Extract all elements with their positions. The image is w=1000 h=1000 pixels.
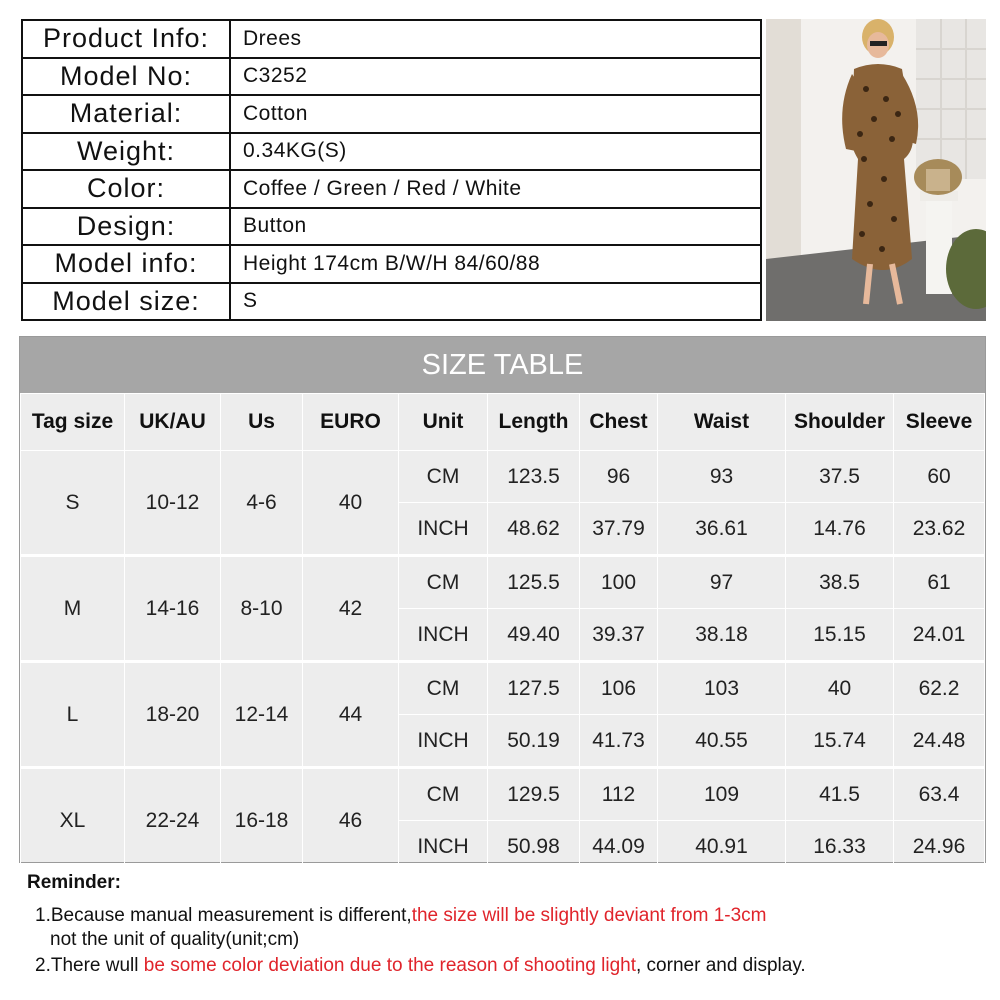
size-cell-us: 16-18 bbox=[221, 768, 303, 874]
size-header-cell: Shoulder bbox=[786, 394, 894, 451]
size-header-cell: Tag size bbox=[21, 394, 125, 451]
size-cell-inch: 14.76 bbox=[786, 503, 894, 556]
info-key: Design: bbox=[22, 208, 230, 246]
info-row bbox=[22, 170, 761, 208]
size-cell-euro: 44 bbox=[303, 662, 399, 768]
size-row-cm bbox=[21, 556, 985, 609]
size-cell-cm: CM bbox=[399, 451, 488, 503]
size-cell-inch: 36.61 bbox=[658, 503, 786, 556]
reminder-section bbox=[27, 872, 987, 978]
size-header-cell: Us bbox=[221, 394, 303, 451]
size-row-cm bbox=[21, 451, 985, 503]
model-photo-illustration bbox=[766, 19, 986, 321]
size-cell-uk: 18-20 bbox=[125, 662, 221, 768]
size-cell-inch: 50.19 bbox=[488, 715, 580, 768]
size-cell-inch: 16.33 bbox=[786, 821, 894, 874]
size-cell-inch: 50.98 bbox=[488, 821, 580, 874]
info-value: Drees bbox=[230, 20, 761, 58]
size-cell-cm: 38.5 bbox=[786, 556, 894, 609]
size-cell-inch: 15.15 bbox=[786, 609, 894, 662]
size-cell-inch: 15.74 bbox=[786, 715, 894, 768]
info-row bbox=[22, 245, 761, 283]
info-row bbox=[22, 208, 761, 246]
size-cell-cm: 37.5 bbox=[786, 451, 894, 503]
size-cell-tag: M bbox=[21, 556, 125, 662]
reminder-line-1-continued: not the unit of quality(unit;cm) bbox=[50, 929, 300, 950]
size-cell-cm: 96 bbox=[580, 451, 658, 503]
size-row-cm bbox=[21, 662, 985, 715]
size-table bbox=[20, 393, 985, 875]
size-cell-inch: 37.79 bbox=[580, 503, 658, 556]
size-cell-cm: 103 bbox=[658, 662, 786, 715]
size-cell-inch: INCH bbox=[399, 609, 488, 662]
size-header-cell: Sleeve bbox=[894, 394, 985, 451]
size-cell-inch: 39.37 bbox=[580, 609, 658, 662]
reminder-line-2-text: 2.There wull bbox=[35, 955, 144, 976]
size-cell-euro: 40 bbox=[303, 451, 399, 556]
size-cell-cm: 97 bbox=[658, 556, 786, 609]
reminder-line-2-highlight: be some color deviation due to the reason of shooting light bbox=[143, 955, 636, 976]
size-cell-uk: 14-16 bbox=[125, 556, 221, 662]
product-info-table bbox=[21, 19, 762, 321]
size-cell-us: 12-14 bbox=[221, 662, 303, 768]
size-cell-inch: INCH bbox=[399, 715, 488, 768]
model-photo bbox=[766, 19, 986, 321]
size-header-cell: Chest bbox=[580, 394, 658, 451]
info-row bbox=[22, 283, 761, 321]
size-cell-inch: 38.18 bbox=[658, 609, 786, 662]
info-key: Product Info: bbox=[22, 20, 230, 58]
size-cell-euro: 42 bbox=[303, 556, 399, 662]
info-value: Height 174cm B/W/H 84/60/88 bbox=[230, 245, 761, 283]
size-cell-cm: 62.2 bbox=[894, 662, 985, 715]
size-header-cell: Waist bbox=[658, 394, 786, 451]
size-cell-tag: L bbox=[21, 662, 125, 768]
size-header-cell: Length bbox=[488, 394, 580, 451]
info-value: C3252 bbox=[230, 58, 761, 96]
reminder-line-2-end: , corner and display. bbox=[636, 955, 806, 976]
info-value: Button bbox=[230, 208, 761, 246]
size-cell-cm: 63.4 bbox=[894, 768, 985, 821]
size-cell-cm: 123.5 bbox=[488, 451, 580, 503]
info-key: Model size: bbox=[22, 283, 230, 321]
size-cell-inch: 24.96 bbox=[894, 821, 985, 874]
info-value: Coffee / Green / Red / White bbox=[230, 170, 761, 208]
size-cell-cm: 109 bbox=[658, 768, 786, 821]
reminder-title: Reminder: bbox=[27, 872, 121, 893]
info-row bbox=[22, 58, 761, 96]
size-cell-cm: 125.5 bbox=[488, 556, 580, 609]
info-row bbox=[22, 20, 761, 58]
info-row bbox=[22, 133, 761, 171]
size-cell-inch: 40.55 bbox=[658, 715, 786, 768]
size-row-cm bbox=[21, 768, 985, 821]
size-cell-cm: 100 bbox=[580, 556, 658, 609]
size-cell-cm: 112 bbox=[580, 768, 658, 821]
size-header-cell: UK/AU bbox=[125, 394, 221, 451]
size-cell-cm: CM bbox=[399, 768, 488, 821]
size-cell-inch: 49.40 bbox=[488, 609, 580, 662]
size-table-title: SIZE TABLE bbox=[20, 337, 985, 393]
size-cell-us: 8-10 bbox=[221, 556, 303, 662]
size-cell-cm: 41.5 bbox=[786, 768, 894, 821]
info-value: 0.34KG(S) bbox=[230, 133, 761, 171]
info-key: Weight: bbox=[22, 133, 230, 171]
size-cell-uk: 22-24 bbox=[125, 768, 221, 874]
size-cell-tag: S bbox=[21, 451, 125, 556]
size-cell-cm: 127.5 bbox=[488, 662, 580, 715]
size-cell-cm: 93 bbox=[658, 451, 786, 503]
size-cell-cm: CM bbox=[399, 556, 488, 609]
info-key: Color: bbox=[22, 170, 230, 208]
info-row bbox=[22, 95, 761, 133]
size-cell-cm: CM bbox=[399, 662, 488, 715]
info-value: S bbox=[230, 283, 761, 321]
reminder-line-2 bbox=[35, 954, 987, 978]
size-header-cell: EURO bbox=[303, 394, 399, 451]
size-cell-uk: 10-12 bbox=[125, 451, 221, 556]
size-cell-euro: 46 bbox=[303, 768, 399, 874]
size-cell-inch: 24.48 bbox=[894, 715, 985, 768]
size-cell-inch: 40.91 bbox=[658, 821, 786, 874]
size-cell-inch: 41.73 bbox=[580, 715, 658, 768]
size-cell-cm: 106 bbox=[580, 662, 658, 715]
size-cell-inch: 23.62 bbox=[894, 503, 985, 556]
size-header-cell: Unit bbox=[399, 394, 488, 451]
size-cell-inch: 24.01 bbox=[894, 609, 985, 662]
size-cell-inch: 48.62 bbox=[488, 503, 580, 556]
reminder-line-1 bbox=[35, 904, 987, 928]
size-cell-inch: INCH bbox=[399, 821, 488, 874]
reminder-line-1-highlight: the size will be slightly deviant from 1-3cm bbox=[411, 905, 767, 926]
size-cell-inch: 44.09 bbox=[580, 821, 658, 874]
size-table-header-row bbox=[21, 394, 985, 451]
info-key: Model No: bbox=[22, 58, 230, 96]
size-cell-cm: 129.5 bbox=[488, 768, 580, 821]
size-cell-cm: 40 bbox=[786, 662, 894, 715]
size-table-panel bbox=[19, 336, 986, 863]
info-value: Cotton bbox=[230, 95, 761, 133]
size-cell-inch: INCH bbox=[399, 503, 488, 556]
size-cell-cm: 61 bbox=[894, 556, 985, 609]
info-key: Material: bbox=[22, 95, 230, 133]
info-key: Model info: bbox=[22, 245, 230, 283]
reminder-line-1-text: 1.Because manual measurement is different, bbox=[35, 905, 412, 926]
size-cell-us: 4-6 bbox=[221, 451, 303, 556]
size-cell-tag: XL bbox=[21, 768, 125, 874]
size-cell-cm: 60 bbox=[894, 451, 985, 503]
